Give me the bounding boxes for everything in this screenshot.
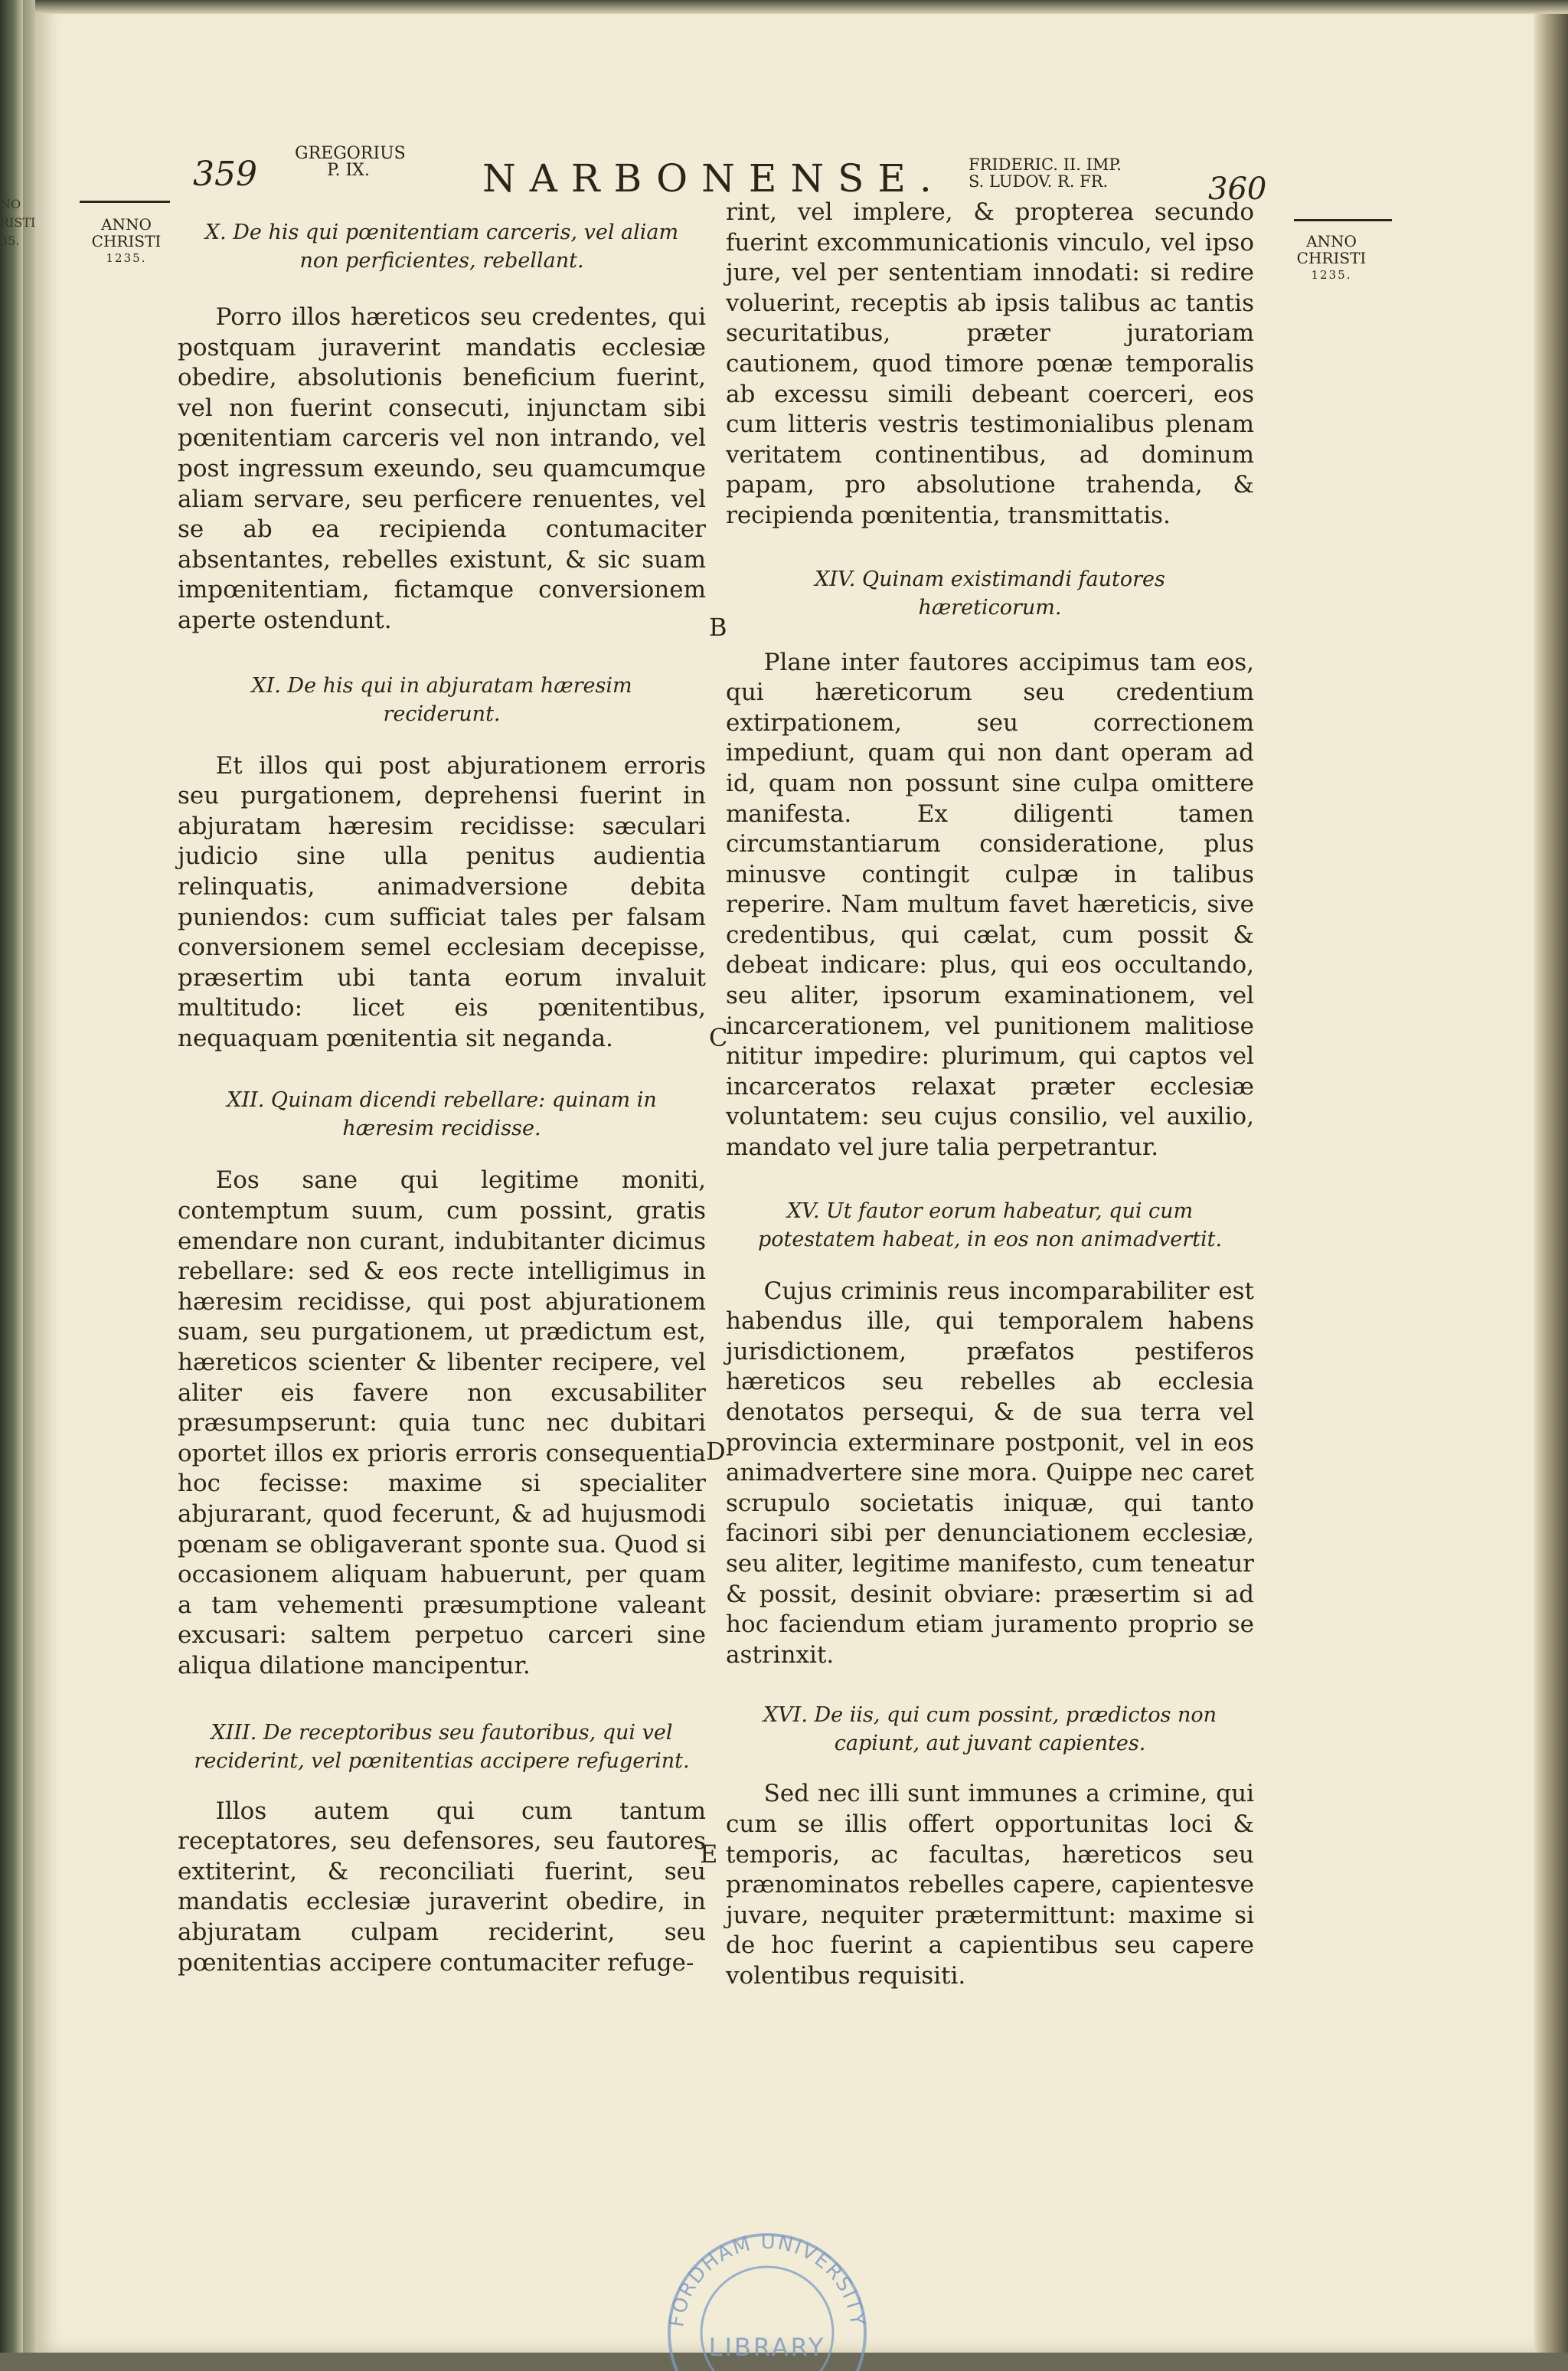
margin-anno-right [1286, 233, 1377, 283]
header-emperor: FRIDERIC. II. IMP. [969, 155, 1122, 174]
header-title: NARBONENSE. [482, 156, 946, 201]
section-text-12: Eos sane qui legitime moniti, contemptum suum, cum possint, gratis emendare non curant, indubitanter dicimus rebellare: sed & eos recte intelligimus in hæresim recidisse, qui post abjurationem suam, seu purgationem, ut prædictum est, hæreticos scienter & libenter recipere, vel aliter eis favere non excusabiliter præsumpserunt: quia tunc nec dubitari oportet illos ex prioris erroris consequentia hoc fecisse: maxime si specialiter abjurarant, quod fecerunt, & ad hujusmodi pœnam se obligaverant sponte sua. Quod si occasionem aliquam habuerunt, per quam a tam vehementi præsumptione valeant excusari: saltem perpetuo carceri sine aliqua dilatione mancipentur. [178, 1166, 706, 1679]
section-text-16: Sed nec illi sunt immunes a crimine, qui cum se illis offert opportunitas loci & temporis, ac facultas, hæreticos seu prænominatos rebelles capere, capientesve juvare, nequiter prætermittunt: maxime si de hoc fuerint a capientibus seu capere volentibus requisiti. [726, 1780, 1254, 1990]
margin-anno-left [81, 216, 172, 267]
header-rule-right [1294, 219, 1392, 221]
svg-text:FORDHAM UNIVERSITY [665, 2231, 869, 2329]
section-text-14: Plane inter fautores accipimus tam eos, qui hæreticorum seu credentium extirpationem, seu correctionem impediunt, quam qui non dant operam ad id, quam non possunt sine culpa omittere manifesta. Ex diligenti tamen circumstantiarum consideratione, plus minusve contingit culpæ in talibus reperire. Nam multum favet hæreticis, sive credentibus, qui cælat, cum possit & debeat indicare: plus, qui eos occultando, seu aliter, ipsorum examinationem, vel incarcerationem, vel punitionem malitiose nititur impedire: plurimum, qui captos vel incarceratos relaxat præter ecclesiæ voluntatem: seu cujus consilio, vel auxilio, mandato vel jure talia perpetrantur. [726, 648, 1254, 1162]
christi-word: CHRISTI [1296, 249, 1367, 267]
anno-word: ANNO [101, 215, 152, 234]
book-spine [0, 0, 23, 2353]
header-rule-left [80, 201, 170, 203]
stamp-library-text: LIBRARY [708, 2333, 826, 2362]
right-column [726, 198, 1254, 1992]
margin-letter-c: C [709, 1023, 728, 1052]
previous-page-margin-fragment: NO RISTI 35. [0, 197, 36, 248]
stamp-arc-text: FORDHAM UNIVERSITY [665, 2230, 869, 2329]
section-heading-11: XI. De his qui in abjuratam hæresim reciderunt. [251, 673, 632, 726]
library-stamp [645, 2218, 890, 2371]
anno-word: ANNO [1306, 232, 1357, 250]
section-heading-13: XIII. De receptoribus seu fautoribus, qui vel reciderint, vel pœnitentias accipere refugerint. [194, 1720, 690, 1773]
section-heading-15: XV. Ut fautor eorum habeatur, qui cum potestatem habeat, in eos non animadvertit. [757, 1199, 1223, 1251]
header-king: S. LUDOV. R. FR. [969, 172, 1109, 191]
page-number-right: 360 [1208, 172, 1267, 207]
christi-word: CHRISTI [91, 232, 162, 250]
header-pope-number: P. IX. [327, 161, 370, 180]
section-heading-14: XIV. Quinam existimandi fautores hæreticorum. [815, 567, 1165, 620]
left-column [178, 218, 706, 1978]
right-page-edge [1534, 0, 1568, 2353]
section-heading-12: XII. Quinam dicendi rebellare: quinam in hæresim recidisse. [227, 1088, 657, 1141]
year-label: 1235. [106, 251, 147, 265]
page-number-left: 359 [193, 155, 257, 194]
margin-letter-e: E [700, 1840, 718, 1869]
header-pope [295, 144, 406, 180]
header-rulers [969, 156, 1122, 190]
header-pope-name: GREGORIUS [295, 144, 406, 163]
section-heading-16: XVI. De iis, qui cum possint, prædictos non capiunt, aut juvant capientes. [763, 1703, 1217, 1756]
section-text-13: Illos autem qui cum tantum receptatores, seu defensores, seu fautores extiterint, & reconciliati fuerint, seu mandatis ecclesiæ juraverint obedire, in abjuratam culpam reciderint, seu pœnitentias accipere contumaciter refuge- [178, 1797, 706, 1977]
section-text-13-continued: rint, vel implere, & propterea secundo fuerint excommunicationis vinculo, vel ipso jure, vel per sententiam innodati: si redire voluerint, receptis ab ipsis talibus ac tantis securitatibus, præter juratoriam cautionem, quod timore pœnæ temporalis ab excessu simili debeant coerceri, eos cum litteris vestris testimonialibus plenam veritatem continentibus, ad dominum papam, pro absolutione trahenda, & recipienda pœnitentia, transmittatis. [726, 198, 1254, 529]
section-text-15: Cujus criminis reus incomparabiliter est habendus ille, qui temporalem habens jurisdictionem, præfatos pestiferos hæreticos seu rebelles ab ecclesia denotatos persequi, & de sua terra vel provincia exterminare postponit, vel in eos animadvertere sine mora. Quippe nec caret scrupulo societatis iniquæ, qui tanto facinori sibi per denunciationem ecclesiæ, seu aliter, legitime manifesto, cum teneatur & possit, desinit obviare: præsertim si ad hoc faciendum etiam juramento proprio se astrinxit. [726, 1277, 1254, 1669]
section-heading-10: X. De his qui pœnitentiam carceris, vel aliam non perficientes, rebellant. [204, 221, 679, 273]
margin-letter-d: D [706, 1437, 726, 1466]
top-shadow [35, 0, 1568, 14]
year-label: 1235. [1311, 268, 1352, 282]
margin-letter-b: B [709, 613, 727, 642]
section-text-11: Et illos qui post abjurationem erroris seu purgationem, deprehensi fuerint in abjuratam hæresim recidisse: sæculari judicio sine ulla penitus audientia relinquatis, animadversione debita puniendos: cum sufficiat tales per falsam conversionem semel ecclesiam decepisse, præsertim ubi tanta eorum invaluit multitudo: licet eis pœnitentibus, nequaquam pœnitentia sit neganda. [178, 751, 706, 1052]
section-text-10: Porro illos hæreticos seu credentes, qui postquam juraverint mandatis ecclesiæ obedire, absolutionis beneficium fuerint, vel non fuerint consecuti, injunctam sibi pœnitentiam carceris vel non intrando, vel post ingressum exeundo, seu quamcumque aliam servare, seu perficere renuentes, vel se ab ea recipienda contumaciter absentantes, rebelles existunt, & sic suam impœnitentiam, fictamque conversionem aperte ostendunt. [178, 303, 706, 634]
